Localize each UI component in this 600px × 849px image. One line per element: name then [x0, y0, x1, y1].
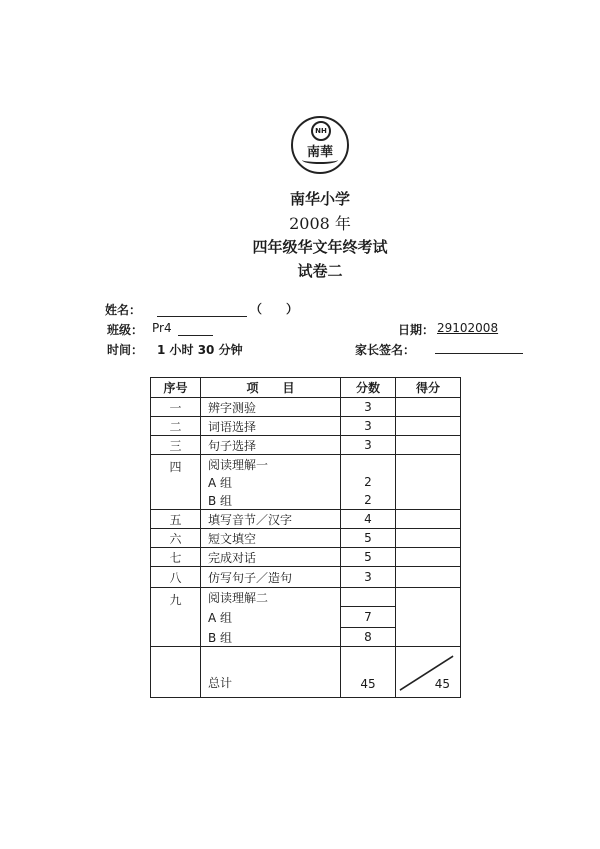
date-value: 29102008	[437, 321, 499, 335]
logo-badge: NH	[311, 121, 331, 141]
row-score: 3	[341, 417, 396, 436]
row-obtained	[396, 588, 461, 647]
table-row	[151, 510, 461, 529]
exam-year: 2008 年	[289, 214, 351, 233]
table-header-row	[151, 378, 461, 398]
row-no: 五	[151, 510, 201, 529]
row-item: 句子选择	[201, 436, 341, 455]
subrow-score: 2	[341, 491, 396, 510]
header-score: 分数	[341, 378, 396, 398]
total-no	[151, 647, 201, 698]
row-item: 阅读理解二	[201, 588, 341, 607]
total-obtained: 45	[434, 677, 450, 691]
row-item: 仿写句子／造句	[201, 567, 341, 588]
parent-sign-blank	[435, 353, 523, 354]
subrow-item: B 组	[201, 628, 341, 647]
class-blank	[178, 335, 213, 336]
score-table	[150, 377, 461, 698]
diagonal-slash	[396, 647, 460, 697]
parent-sign-label: 家长签名：	[355, 343, 416, 357]
table-row	[151, 398, 461, 417]
class-value: Pr4	[152, 321, 172, 335]
school-logo	[291, 116, 349, 174]
row-obtained	[396, 510, 461, 529]
class-label: 班级：	[107, 323, 144, 337]
subrow-item: A 组	[201, 607, 341, 628]
time-label: 时间：	[107, 343, 144, 357]
exam-title: 四年级华文年终考试	[252, 238, 388, 256]
row-item: 短文填空	[201, 529, 341, 548]
table-row	[151, 436, 461, 455]
paper-title: 试卷二	[297, 262, 343, 280]
row-score: 5	[341, 529, 396, 548]
total-row	[151, 647, 461, 698]
table-row	[151, 417, 461, 436]
row-score: 3	[341, 567, 396, 588]
total-obtained-cell	[396, 647, 461, 698]
row-no: 四	[151, 455, 201, 510]
row-obtained	[396, 436, 461, 455]
row-item: 填写音节／汉字	[201, 510, 341, 529]
name-blank	[157, 316, 247, 317]
total-score: 45	[341, 647, 396, 698]
row-obtained	[396, 398, 461, 417]
subrow-score: 7	[341, 607, 396, 628]
subrow-item: B 组	[201, 491, 341, 510]
row-score: 4	[341, 510, 396, 529]
row-score	[341, 588, 396, 607]
subrow-item: A 组	[201, 473, 341, 491]
row-score	[341, 455, 396, 473]
time-value: 1 小时 30 分钟	[157, 343, 243, 357]
name-paren: （ ）	[250, 302, 299, 316]
row-score: 3	[341, 398, 396, 417]
row-no: 七	[151, 548, 201, 567]
row-item: 辨字测验	[201, 398, 341, 417]
row-no: 二	[151, 417, 201, 436]
row-obtained	[396, 567, 461, 588]
table-row	[151, 455, 461, 473]
school-name: 南华小学	[289, 190, 350, 208]
row-no: 六	[151, 529, 201, 548]
header-no: 序号	[151, 378, 201, 398]
name-label: 姓名：	[105, 303, 142, 317]
row-obtained	[396, 455, 461, 510]
row-item: 阅读理解一	[201, 455, 341, 473]
subrow-score: 8	[341, 628, 396, 647]
table-row	[151, 567, 461, 588]
date-label: 日期：	[398, 323, 435, 337]
table-row	[151, 588, 461, 607]
row-obtained	[396, 548, 461, 567]
table-row	[151, 529, 461, 548]
row-score: 5	[341, 548, 396, 567]
logo-arc	[302, 156, 338, 164]
row-no: 三	[151, 436, 201, 455]
row-item: 词语选择	[201, 417, 341, 436]
row-no: 一	[151, 398, 201, 417]
row-obtained	[396, 417, 461, 436]
row-item: 完成对话	[201, 548, 341, 567]
total-label: 总计	[201, 647, 341, 698]
table-row	[151, 548, 461, 567]
row-score: 3	[341, 436, 396, 455]
header-item: 项 目	[201, 378, 341, 398]
row-no: 九	[151, 588, 201, 647]
header-obtained: 得分	[396, 378, 461, 398]
row-no: 八	[151, 567, 201, 588]
logo-text: 南華	[306, 145, 333, 160]
subrow-score: 2	[341, 473, 396, 491]
row-obtained	[396, 529, 461, 548]
